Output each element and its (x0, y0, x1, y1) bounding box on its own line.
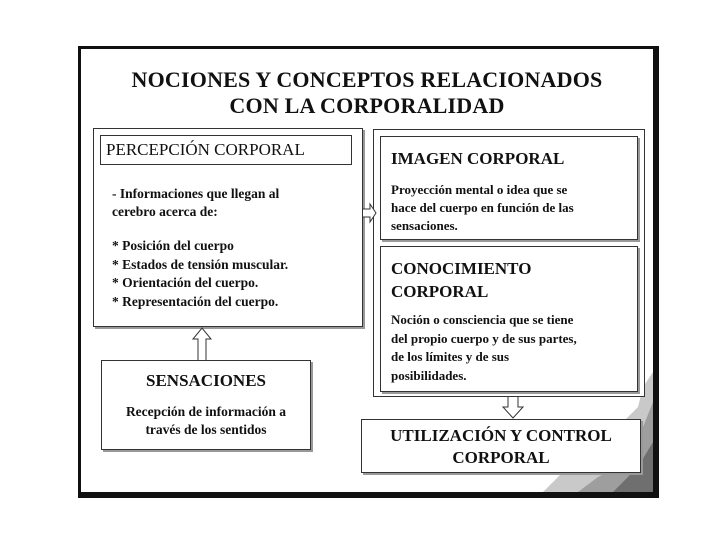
page-title (81, 67, 653, 119)
imagen-line: hace del cuerpo en función de las (391, 200, 574, 215)
imagen-line: sensaciones. (391, 218, 458, 233)
percepcion-list (112, 237, 362, 311)
sensaciones-line-2: través de los sentidos (145, 422, 267, 437)
utilizacion-line-2: CORPORAL (452, 448, 550, 467)
percepcion-intro (112, 185, 352, 221)
percepcion-intro-line-1: - Informaciones que llegan al (112, 186, 280, 201)
list-item: * Orientación del cuerpo. (112, 275, 259, 290)
list-item: * Representación del cuerpo. (112, 293, 279, 309)
arrow-up-icon (192, 327, 212, 360)
percepcion-intro-line-2: cerebro acerca de: (112, 204, 218, 219)
conocimiento-heading-line-2: CORPORAL (391, 282, 489, 301)
sensaciones-description (106, 403, 306, 439)
sensaciones-heading: SENSACIONES (146, 371, 266, 390)
utilizacion-heading (362, 425, 640, 469)
title-line-2: CON LA CORPORALIDAD (229, 93, 505, 118)
list-item: * Estados de tensión muscular. (112, 256, 289, 272)
percepcion-corporal-box (93, 128, 363, 327)
imagen-corporal-box (380, 136, 638, 240)
sensaciones-box (101, 360, 311, 450)
conocimiento-description (391, 311, 635, 385)
conocimiento-corporal-box (380, 246, 638, 392)
right-column-box (373, 129, 645, 397)
slide-frame (78, 46, 659, 498)
utilizacion-line-1: UTILIZACIÓN Y CONTROL (390, 426, 612, 445)
title-line-1: NOCIONES Y CONCEPTOS RELACIONADOS (131, 67, 603, 92)
conocimiento-line: Noción o consciencia que se tiene (391, 312, 574, 327)
conocimiento-heading (391, 257, 531, 303)
arrow-right-icon (363, 203, 377, 223)
list-item: * Posición del cuerpo (112, 238, 234, 253)
utilizacion-control-box (361, 419, 641, 473)
conocimiento-heading-line-1: CONOCIMIENTO (391, 259, 532, 278)
conocimiento-line: de los límites y de sus (391, 349, 510, 364)
conocimiento-line: posibilidades. (391, 367, 467, 383)
arrow-down-icon (502, 397, 524, 419)
percepcion-heading: PERCEPCIÓN CORPORAL (100, 135, 352, 165)
sensaciones-line-1: Recepción de información a (125, 404, 287, 419)
imagen-heading: IMAGEN CORPORAL (391, 149, 565, 168)
conocimiento-line: del propio cuerpo y de sus partes, (391, 330, 577, 346)
imagen-description (391, 181, 635, 235)
imagen-line: Proyección mental o idea que se (391, 182, 568, 197)
